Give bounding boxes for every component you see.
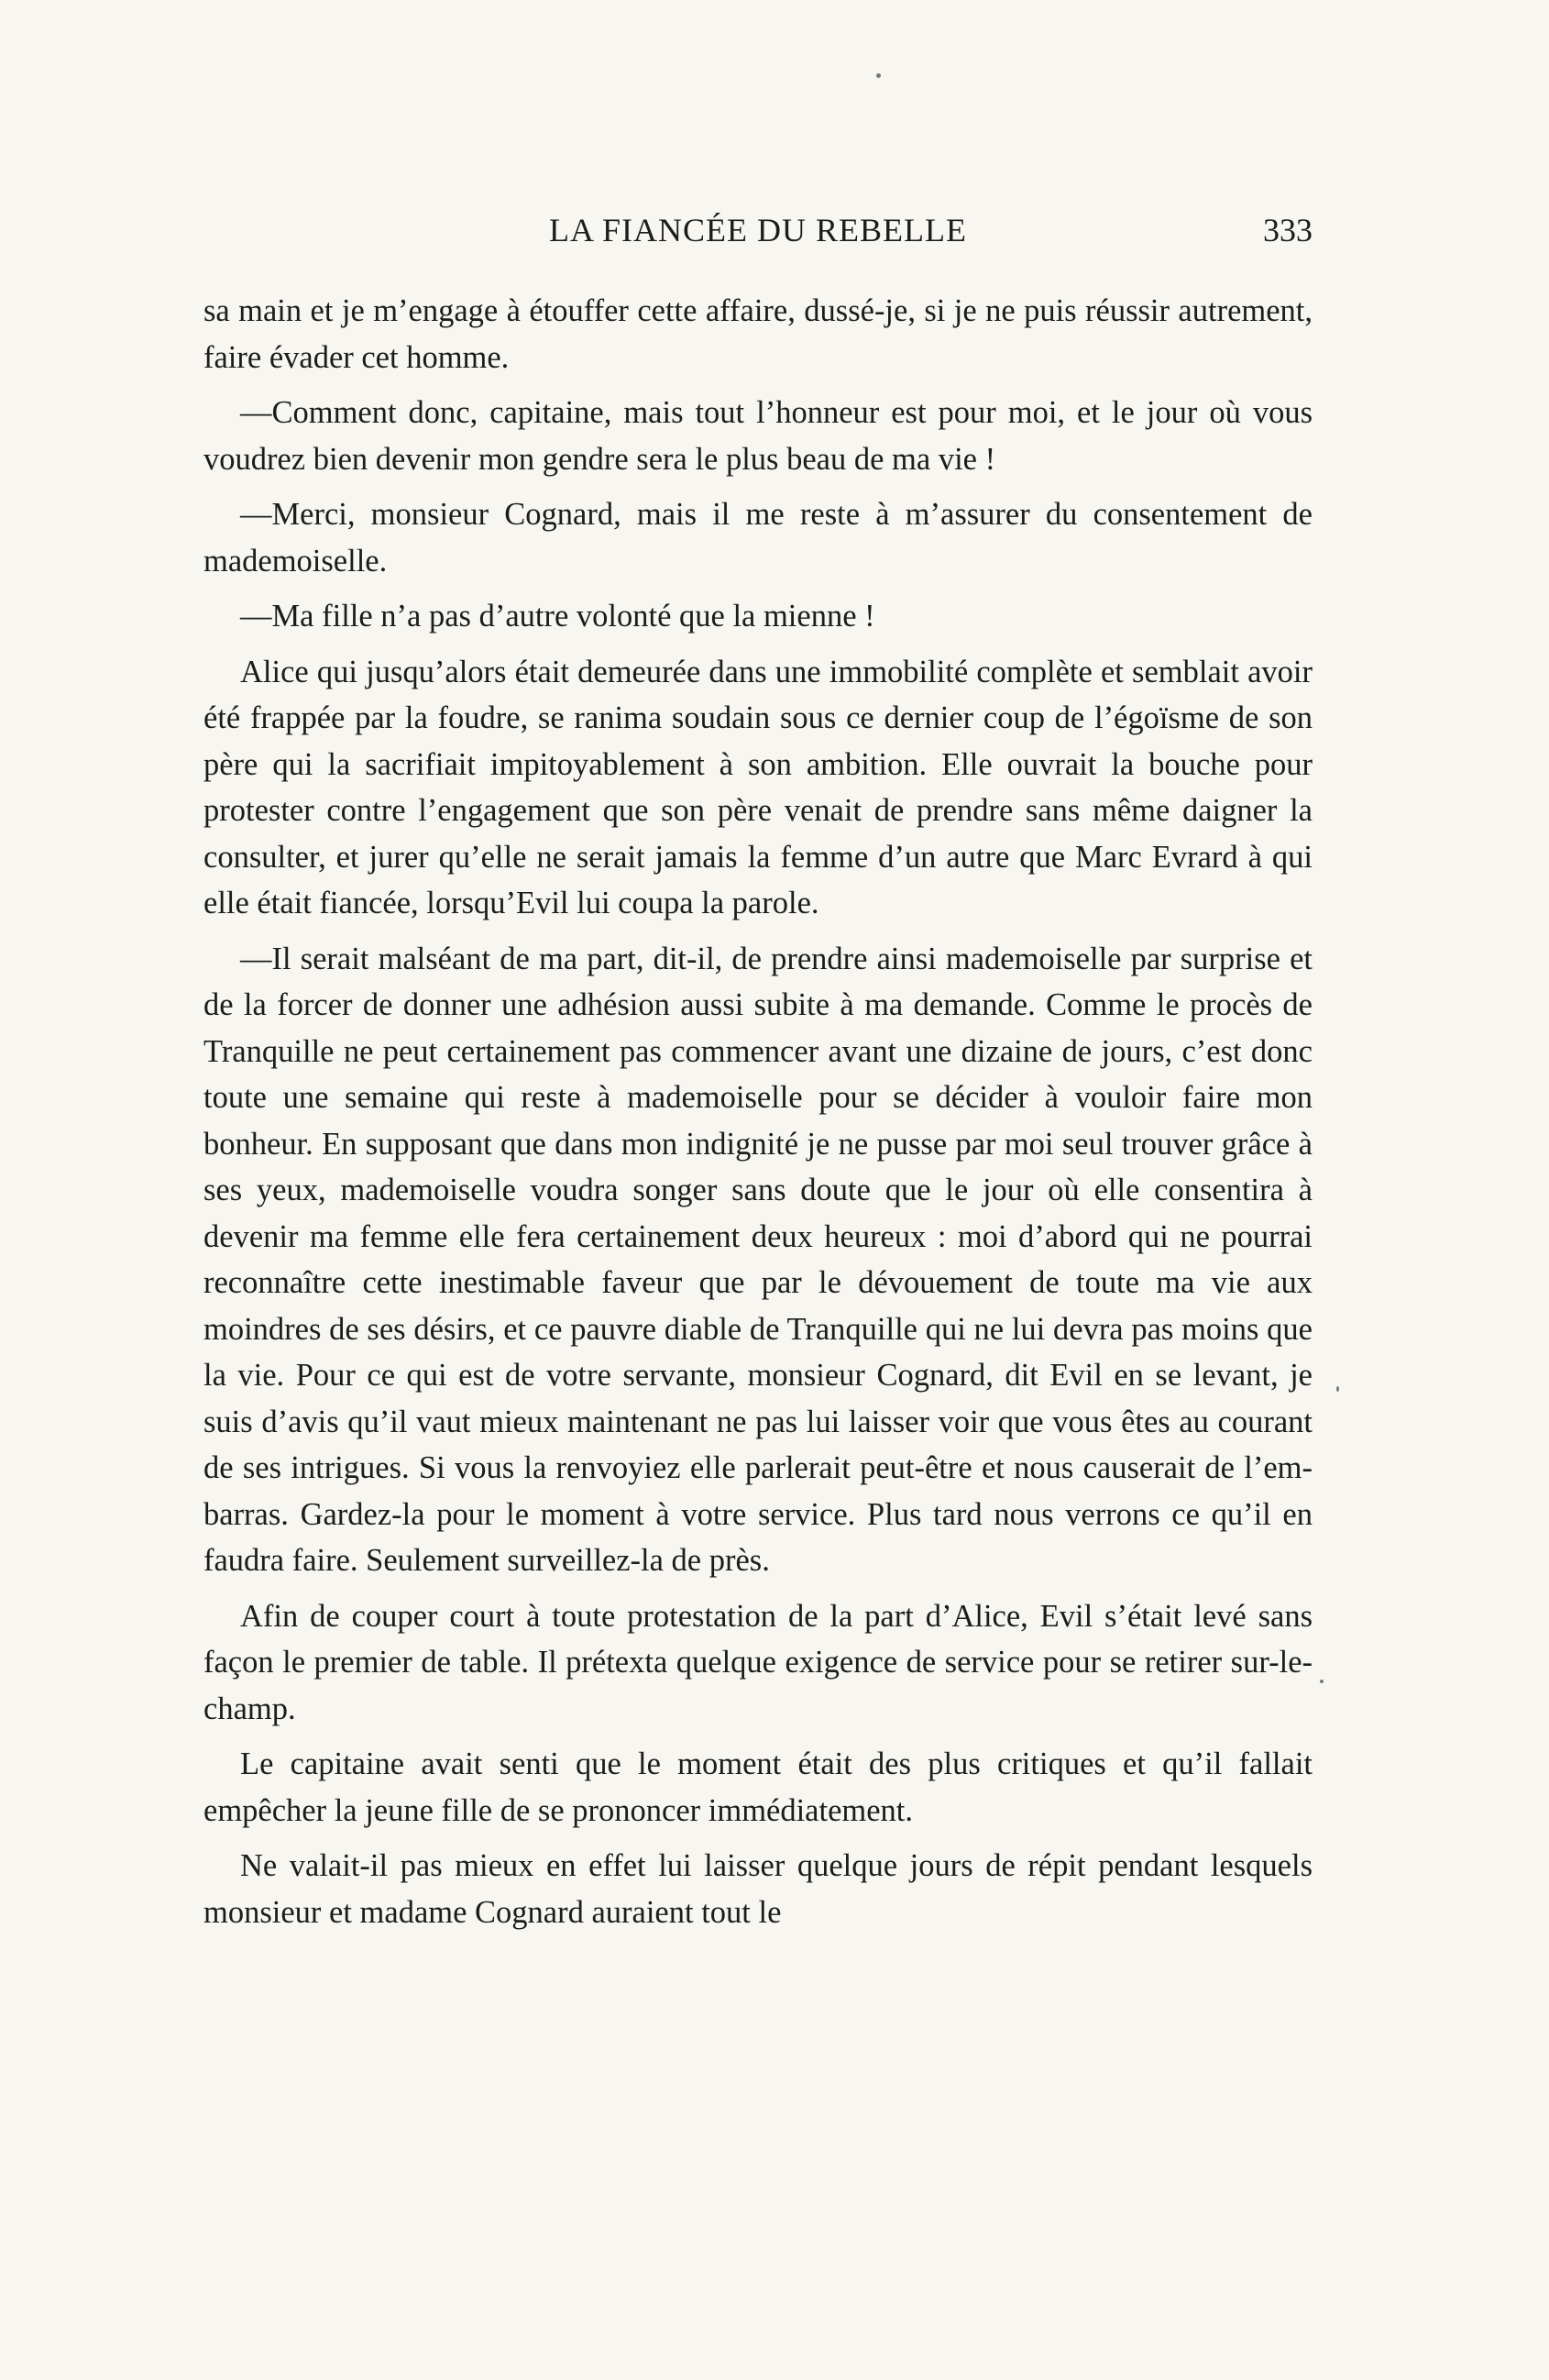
paragraph: Ne valait-il pas mieux en effet lui laisser quelque jours de répit pendant lesquels monsieur et madame Cognard auraient tout le (203, 1848, 1313, 1930)
page-speck (1320, 1680, 1324, 1683)
paragraph: —Ma fille n’a pas d’autre volonté que la mienne ! (240, 599, 875, 634)
page-speck (1336, 1386, 1339, 1392)
running-title: LA FIANCÉE DU REBELLE (549, 212, 967, 248)
paragraph: —Comment donc, capitaine, mais tout l’honneur est pour moi, et le jour où vous voudrez bien devenir mon gendre sera le plus beau de ma vie ! (203, 395, 1313, 477)
paragraph: Afin de couper court à toute protestation de la part d’Alice, Evil s’était levé sans façon le premier de table. Il prétexta quelque exigence de service pour se retirer sur-le-champ. (203, 1598, 1313, 1726)
paragraph: —Merci, monsieur Cognard, mais il me reste à m’assurer du consentement de mademoiselle. (203, 497, 1313, 578)
paragraph: —Il serait malséant de ma part, dit-il, de prendre ainsi mademoiselle par surprise et de la forcer de donner une adhésion aussi subite à ma demande. Comme le procès de Tranquille ne peut certainement pas commencer avant une dizaine de jours, c’est donc toute une semaine qui reste à mademoiselle pour se décider à vouloir faire mon bonheur. En supposant que dans mon indignité je ne pusse par moi seul trouver grâce à ses yeux, mademoiselle voudra songer sans doute que le jour où elle consentira à devenir ma femme elle fera certainement deux heureux : moi d’abord qui ne pourrai reconnaître cette inestimable faveur que par le dévouement de toute ma vie aux moindres de ses désirs, et ce pauvre diable de Tranquille qui ne lui devra pas moins que la vie. Pour ce qui est de votre servante, monsieur Cognard, dit Evil en se levant, je suis d’avis qu’il vaut mieux maintenant ne pas lui laisser voir que vous êtes au courant de ses intrigues. Si vous la renvoyiez elle parlerait peut-être et nous causerait de l’embarras. Gardez-la pour le moment à votre service. Plus tard nous verrons ce qu’il en faudra faire. Seulement surveillez-la de près. (203, 941, 1313, 1578)
body-text (203, 288, 1313, 1935)
running-head (203, 211, 1313, 270)
page-number: 333 (1263, 212, 1313, 248)
book-page (203, 211, 1313, 1945)
paragraph: sa main et je m’engage à étouffer cette affaire, dussé-je, si je ne puis réussir autrement, faire évader cet homme. (203, 293, 1313, 375)
paragraph: Alice qui jusqu’alors était demeurée dans une immobilité complète et semblait avoir été frappée par la foudre, se ranima soudain sous ce dernier coup de l’égoïsme de son père qui la sacrifiait impitoyablement à son ambition. Elle ouvrait la bouche pour protester contre l’engagement que son père venait de prendre sans même daigner la consulter, et jurer qu’elle ne serait jamais la femme d’un autre que Marc Evrard à qui elle était fiancée, lorsqu’Evil lui coupa la parole. (203, 654, 1313, 920)
paragraph: Le capitaine avait senti que le moment était des plus critiques et qu’il fallait empêcher la jeune fille de se prononcer immédiatement. (203, 1746, 1313, 1828)
page-speck (876, 73, 881, 78)
